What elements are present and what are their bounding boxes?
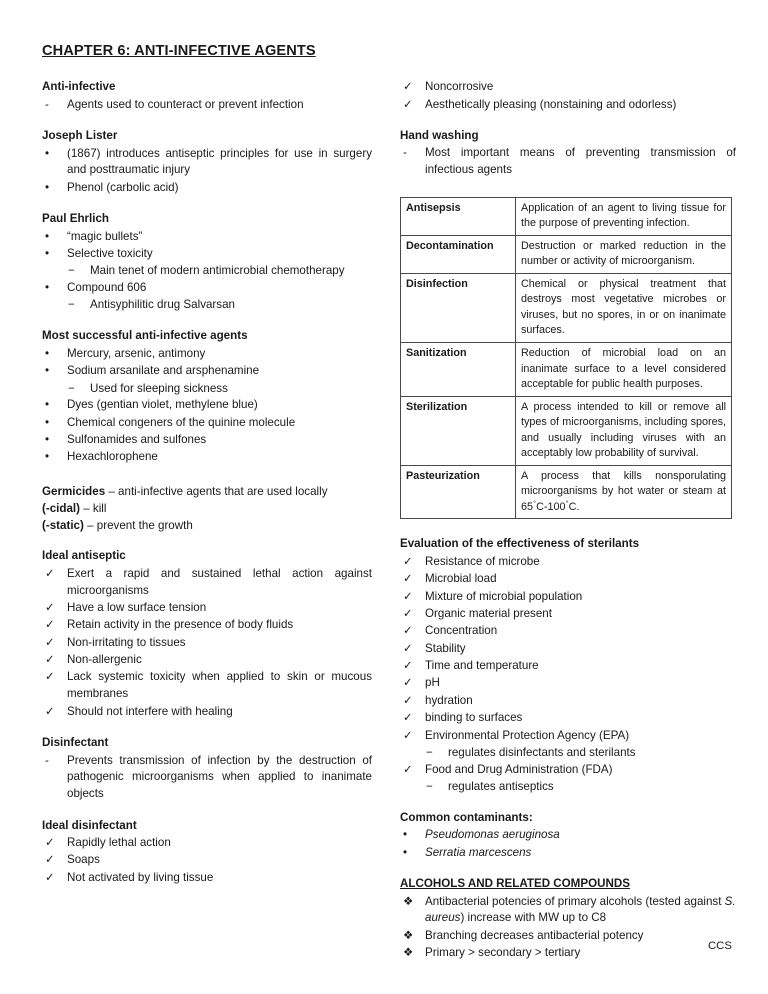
- list-item-label: Have a low surface tension: [67, 601, 207, 615]
- list-item: [42, 397, 372, 414]
- table-cell-term: Pasteurization: [401, 465, 516, 519]
- heading-evaluation-sterilants: Evaluation of the effectiveness of sterilants: [400, 537, 640, 551]
- checkmark-icon: ✓: [403, 711, 413, 725]
- list-item: [42, 432, 372, 449]
- heading-ideal-disinfectant: Ideal disinfectant: [42, 818, 137, 832]
- list-joseph-lister: [42, 146, 372, 197]
- table-cell-definition: A process intended to kill or remove all types of microorganisms, including spores, and usually including viruses with an acceptably low probability of survival.: [516, 396, 732, 465]
- list-item: [42, 835, 372, 852]
- dash-marker-icon: −: [68, 264, 75, 278]
- list-item: [400, 606, 736, 623]
- list-item: [42, 246, 372, 263]
- list-item-label: Concentration: [425, 624, 498, 638]
- table-row: [401, 235, 732, 273]
- checkmark-icon: ✓: [403, 624, 413, 638]
- sublist-item-label: Antisyphilitic drug Salvarsan: [90, 298, 235, 312]
- heading-paul-ehrlich: Paul Ehrlich: [42, 212, 110, 226]
- sublist-item: [42, 381, 372, 398]
- list-item-label: Environmental Protection Agency (EPA): [425, 728, 630, 742]
- checkmark-icon: ✓: [403, 589, 413, 603]
- dash-marker-icon: −: [426, 780, 433, 794]
- list-item: [42, 669, 372, 703]
- list-item: [42, 704, 372, 721]
- list-item-label: Primary > secondary > tertiary: [425, 946, 581, 960]
- definition-text-part2: C-100: [536, 500, 566, 513]
- table-row: [401, 396, 732, 465]
- list-item-label: Food and Drug Administration (FDA): [425, 762, 613, 776]
- list-item-label: Rapidly lethal action: [67, 836, 171, 850]
- checkmark-icon: ✓: [45, 635, 55, 649]
- definition-text-part3: C.: [568, 500, 580, 513]
- list-item: [400, 728, 736, 745]
- list-item: [42, 363, 372, 380]
- list-item: [42, 146, 372, 180]
- table-cell-term: Sterilization: [401, 396, 516, 465]
- table-cell-definition: Reduction of microbial load on an inanimate surface to a level considered acceptable for public health purposes.: [516, 343, 732, 397]
- checkmark-icon: ✓: [45, 870, 55, 884]
- table-row: [401, 197, 732, 235]
- checkmark-icon: ✓: [403, 97, 413, 111]
- sublist-fda: [400, 779, 736, 796]
- dash-marker-icon: −: [68, 381, 75, 395]
- list-item-label: Sulfonamides and sulfones: [67, 433, 207, 447]
- table-row: [401, 343, 732, 397]
- list-item-label: Should not interfere with healing: [67, 704, 233, 718]
- bullet-marker-icon: •: [45, 281, 50, 295]
- list-item-label: Agents used to counteract or prevent infection: [67, 97, 304, 111]
- two-column-layout: [42, 79, 736, 962]
- checkmark-icon: ✓: [45, 618, 55, 632]
- list-item: [400, 589, 736, 606]
- checkmark-icon: ✓: [403, 728, 413, 742]
- bullet-marker-icon: •: [45, 433, 50, 447]
- heading-common-contaminants: Common contaminants:: [400, 810, 533, 824]
- sublist-item-label: regulates antiseptics: [448, 780, 554, 794]
- sublist-sleeping-sickness: [42, 381, 372, 398]
- page-footer: CCS: [707, 940, 732, 952]
- list-item: [400, 145, 736, 179]
- sublist-item: [42, 263, 372, 280]
- list-item-label: Hexachlorophene: [67, 450, 158, 464]
- table-cell-term: Decontamination: [401, 235, 516, 273]
- list-item: [42, 870, 372, 887]
- checkmark-icon: ✓: [403, 641, 413, 655]
- table-cell-definition: Destruction or marked reduction in the number or activity of microorganism.: [516, 235, 732, 273]
- list-item: [42, 97, 372, 114]
- sublist-item-label: regulates disinfectants and sterilants: [448, 745, 636, 759]
- list-item-label: Branching decreases antibacterial potency: [425, 928, 644, 942]
- list-item: [42, 229, 372, 246]
- list-ideal-disinfectant: [42, 835, 372, 887]
- list-item-label: Non-allergenic: [67, 653, 142, 667]
- list-item: [400, 928, 736, 945]
- definition-static: [42, 518, 372, 535]
- list-item: [42, 617, 372, 634]
- table-cell-term: Disinfection: [401, 273, 516, 342]
- list-item-label: hydration: [425, 693, 473, 707]
- list-item: [400, 675, 736, 692]
- list-item-label: Exert a rapid and sustained lethal action against microorganisms: [67, 566, 372, 597]
- list-item: [400, 571, 736, 588]
- checkmark-icon: ✓: [403, 659, 413, 673]
- list-anti-infective: [42, 97, 372, 114]
- list-item: [400, 894, 736, 928]
- checkmark-icon: ✓: [403, 607, 413, 620]
- definition-cidal: [42, 501, 372, 518]
- list-item: [400, 762, 736, 779]
- list-item: [42, 600, 372, 617]
- checkmark-icon: ✓: [45, 653, 55, 667]
- bullet-marker-icon: •: [403, 828, 408, 842]
- list-most-successful-agents: [42, 346, 372, 380]
- checkmark-icon: ✓: [45, 704, 55, 718]
- sublist-item-label: Main tenet of modern antimicrobial chemotherapy: [90, 264, 345, 278]
- sublist-epa: [400, 745, 736, 762]
- sublist-selective-toxicity: [42, 263, 372, 280]
- checkmark-icon: ✓: [403, 554, 413, 568]
- bullet-marker-icon: •: [403, 845, 408, 859]
- sublist-item: [400, 745, 736, 762]
- list-item: [42, 753, 372, 804]
- list-item-label: Selective toxicity: [67, 246, 153, 260]
- sublist-item: [42, 297, 372, 314]
- heading-most-successful-agents: Most successful anti-infective agents: [42, 329, 248, 343]
- list-item: [400, 693, 736, 710]
- list-item: [400, 623, 736, 640]
- list-item-label: Time and temperature: [425, 659, 539, 673]
- list-item-label: Non-irritating to tissues: [67, 635, 186, 649]
- bullet-marker-icon: •: [45, 398, 50, 412]
- list-item: [400, 79, 736, 96]
- table-cell-term: Sanitization: [401, 343, 516, 397]
- table-cell-definition: Chemical or physical treatment that destroys most vegetative microbes or viruses, but no spores, in or on inanimate surfaces.: [516, 273, 732, 342]
- term-static: (-static): [42, 518, 84, 532]
- bullet-marker-icon: •: [45, 146, 50, 160]
- bullet-marker-icon: •: [45, 246, 50, 260]
- dash-marker-icon: −: [426, 745, 433, 759]
- diamond-marker-icon: ❖: [403, 946, 414, 960]
- bullet-marker-icon: •: [45, 415, 50, 429]
- heading-ideal-antiseptic: Ideal antiseptic: [42, 549, 126, 563]
- list-most-successful-agents-cont: [42, 397, 372, 466]
- table-cell-term: Antisepsis: [401, 197, 516, 235]
- list-item-label: Compound 606: [67, 281, 147, 295]
- list-item-label: binding to surfaces: [425, 711, 523, 725]
- heading-anti-infective: Anti-infective: [42, 80, 116, 94]
- table-cell-definition: [516, 465, 732, 519]
- hyphen-marker-icon: -: [403, 146, 407, 160]
- right-column: [400, 79, 736, 962]
- checkmark-icon: ✓: [45, 836, 55, 850]
- checkmark-icon: ✓: [403, 693, 413, 707]
- definition-germicides-text: – anti-infective agents that are used locally: [105, 484, 328, 498]
- list-item-label: Not activated by living tissue: [67, 870, 214, 884]
- definition-static-text: – prevent the growth: [83, 518, 193, 532]
- list-item-label: Lack systemic toxicity when applied to skin or mucous membranes: [67, 670, 372, 701]
- degree-symbol-icon: °: [565, 498, 569, 508]
- table-cell-definition: Application of an agent to living tissue for the purpose of preventing infection.: [516, 197, 732, 235]
- list-alcohols-compounds: [400, 894, 736, 962]
- list-item-label: Microbial load: [425, 572, 497, 586]
- list-item: [400, 710, 736, 727]
- list-item-label: Sodium arsanilate and arsphenamine: [67, 364, 260, 378]
- list-item: [400, 641, 736, 658]
- list-item: [400, 97, 736, 114]
- list-item: [42, 280, 372, 297]
- term-cidal: (-cidal): [42, 501, 81, 515]
- list-item-label: Mixture of microbial population: [425, 589, 583, 603]
- list-item-label: Soaps: [67, 853, 100, 867]
- checkmark-icon: ✓: [403, 572, 413, 586]
- heading-hand-washing: Hand washing: [400, 128, 479, 142]
- list-item-label: Stability: [425, 641, 466, 655]
- sublist-item: [400, 779, 736, 796]
- list-item-label-species: S. aureus: [425, 894, 736, 925]
- list-hand-washing: [400, 145, 736, 179]
- list-item: [42, 415, 372, 432]
- list-item: [42, 449, 372, 466]
- checkmark-icon: ✓: [45, 566, 55, 580]
- list-item-label: Pseudomonas aeruginosa: [425, 828, 560, 842]
- list-item: [42, 635, 372, 652]
- list-item-label: Most important means of preventing transmission of infectious agents: [425, 146, 736, 177]
- list-item-label: pH: [425, 676, 440, 690]
- list-paul-ehrlich-cont: [42, 280, 372, 297]
- list-item-label: Aesthetically pleasing (nonstaining and odorless): [425, 97, 677, 111]
- list-paul-ehrlich: [42, 229, 372, 263]
- sublist-compound-606: [42, 297, 372, 314]
- bullet-marker-icon: •: [45, 450, 50, 464]
- list-item: [42, 852, 372, 869]
- list-item-label: Serratia marcescens: [425, 845, 532, 859]
- list-item-label: “magic bullets”: [67, 229, 143, 243]
- diamond-marker-icon: ❖: [403, 894, 414, 908]
- list-item-label: Noncorrosive: [425, 80, 494, 94]
- list-evaluation-sterilants: [400, 554, 736, 744]
- list-item-label: Retain activity in the presence of body fluids: [67, 618, 294, 632]
- definition-germicides: [42, 484, 372, 501]
- bullet-marker-icon: •: [45, 364, 50, 378]
- list-disinfectant: [42, 753, 372, 804]
- list-item-label: Prevents transmission of infection by the destruction of pathogenic microorganisms when applied to inanimate objects: [67, 753, 372, 801]
- list-item-label: Resistance of microbe: [425, 554, 540, 568]
- checkmark-icon: ✓: [45, 601, 55, 615]
- diamond-marker-icon: ❖: [403, 928, 414, 942]
- hyphen-marker-icon: -: [45, 753, 49, 767]
- list-item: [42, 346, 372, 363]
- table-row: [401, 273, 732, 342]
- list-ideal-antiseptic: [42, 566, 372, 721]
- list-item-label: (1867) introduces antiseptic principles for use in surgery and posttraumatic injury: [67, 146, 372, 177]
- list-item-label-post: ) increase with MW up to C8: [460, 911, 607, 925]
- hyphen-marker-icon: -: [45, 97, 49, 111]
- term-germicides: Germicides: [42, 484, 106, 498]
- sublist-item-label: Used for sleeping sickness: [90, 381, 228, 395]
- left-column: [42, 79, 372, 887]
- heading-joseph-lister: Joseph Lister: [42, 129, 118, 143]
- list-item-label: Mercury, arsenic, antimony: [67, 346, 206, 360]
- list-item: [42, 652, 372, 669]
- list-item: [42, 180, 372, 197]
- list-item: [400, 945, 736, 962]
- checkmark-icon: ✓: [403, 676, 413, 690]
- list-item: [400, 827, 736, 844]
- list-item-label: Chemical congeners of the quinine molecule: [67, 415, 296, 429]
- dash-marker-icon: −: [68, 298, 75, 312]
- list-item: [400, 658, 736, 675]
- page-title: CHAPTER 6: ANTI-INFECTIVE AGENTS: [42, 43, 316, 59]
- list-item-label-pre: Antibacterial potencies of primary alcohols (tested against: [425, 894, 725, 908]
- list-item: [400, 845, 736, 862]
- table-row: [401, 465, 732, 519]
- bullet-marker-icon: •: [45, 346, 50, 360]
- checkmark-icon: ✓: [45, 853, 55, 867]
- bullet-marker-icon: •: [45, 180, 50, 194]
- list-item-label: Organic material present: [425, 607, 552, 620]
- list-item-label: Dyes (gentian violet, methylene blue): [67, 398, 258, 412]
- bullet-marker-icon: •: [45, 229, 50, 243]
- list-item: [42, 566, 372, 600]
- heading-alcohols-compounds: ALCOHOLS AND RELATED COMPOUNDS: [400, 877, 630, 891]
- definition-text-part1: A process that kills nonsporulating microorganisms by hot water or steam at 65: [521, 469, 726, 513]
- list-common-contaminants: [400, 827, 736, 861]
- heading-disinfectant: Disinfectant: [42, 736, 109, 750]
- definition-cidal-text: – kill: [80, 501, 107, 515]
- list-item: [400, 554, 736, 571]
- list-item-label: Phenol (carbolic acid): [67, 180, 179, 194]
- degree-symbol-icon: °: [533, 498, 537, 508]
- list-antiseptic-continued: [400, 79, 736, 113]
- checkmark-icon: ✓: [403, 80, 413, 94]
- checkmark-icon: ✓: [403, 762, 413, 776]
- definitions-table: [400, 197, 732, 520]
- list-evaluation-fda: [400, 762, 736, 779]
- checkmark-icon: ✓: [45, 670, 55, 684]
